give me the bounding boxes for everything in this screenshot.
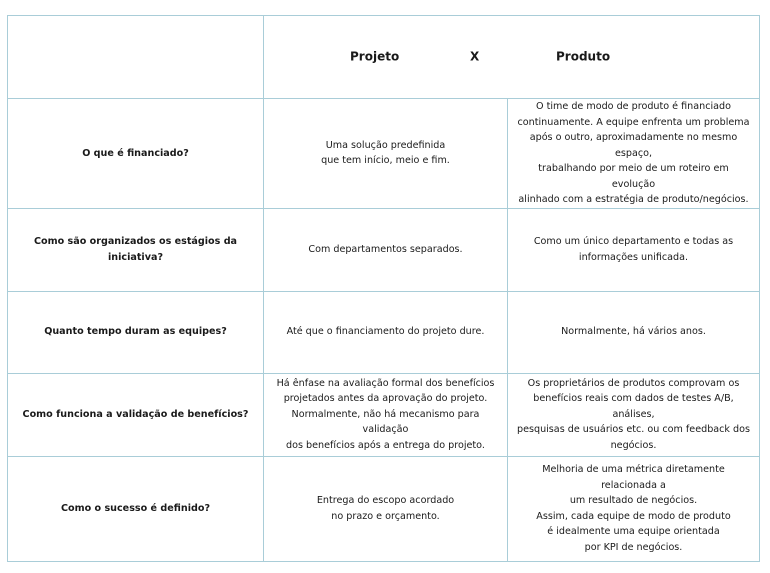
produto-cell <box>508 291 760 373</box>
comparison-table <box>7 15 760 562</box>
produto-line: pesquisas de usuários etc. ou com feedback dos <box>516 424 750 436</box>
produto-line: é idealmente uma equipe orientada <box>547 526 720 537</box>
produto-line: Normalmente, há vários anos. <box>561 326 706 338</box>
projeto-cell <box>264 208 508 291</box>
projeto-cell <box>264 291 508 373</box>
produto-line: por KPI de negócios. <box>584 541 683 553</box>
question-cell: Quanto tempo duram as equipes? <box>8 291 264 373</box>
produto-line: um resultado de negócios. <box>569 495 698 506</box>
projeto-line: Entrega do escopo acordado <box>316 495 455 506</box>
produto-line: continuamente. A equipe enfrenta um problema <box>517 116 750 128</box>
table-row <box>8 291 760 373</box>
produto-line: trabalhando por meio de um roteiro em evolução <box>538 163 729 190</box>
projeto-line: projetados antes da aprovação do projeto. <box>283 393 488 405</box>
projeto-line: Uma solução predefinida <box>325 139 446 151</box>
projeto-line: dos benefícios após a entrega do projeto. <box>286 439 485 451</box>
produto-cell <box>508 373 760 456</box>
projeto-line: que tem início, meio e fim. <box>321 155 450 167</box>
projeto-cell <box>264 373 508 456</box>
produto-line: Os proprietários de produtos comprovam os <box>527 377 740 389</box>
produto-line: benefícios reais com dados de testes A/B, análises, <box>533 393 734 420</box>
projeto-line: Normalmente, não há mecanismo para validação <box>291 408 480 436</box>
produto-cell <box>508 99 760 209</box>
projeto-line: no prazo e orçamento. <box>331 510 440 522</box>
question-cell: Como são organizados os estágios da iniciativa? <box>8 208 264 291</box>
question-cell: Como funciona a validação de benefícios? <box>8 373 264 456</box>
projeto-line: Há ênfase na avaliação formal dos benefícios <box>276 377 495 389</box>
projeto-line: Com departamentos separados. <box>308 243 463 255</box>
header-title-cell <box>264 16 760 99</box>
header-produto: Produto <box>556 49 611 64</box>
projeto-cell <box>264 456 508 561</box>
question-cell: O que é financiado? <box>8 99 264 209</box>
produto-line: Assim, cada equipe de modo de produto <box>536 510 731 522</box>
produto-line: O time de modo de produto é financiado <box>536 101 731 112</box>
table-row <box>8 99 760 209</box>
produto-cell <box>508 456 760 561</box>
produto-cell <box>508 208 760 291</box>
produto-line: informações unificada. <box>578 251 689 263</box>
header-projeto: Projeto <box>350 49 400 64</box>
header-row <box>8 16 760 99</box>
question-cell: Como o sucesso é definido? <box>8 456 264 561</box>
produto-line: após o outro, aproximadamente no mesmo espaço, <box>529 132 738 159</box>
produto-line: Como um único departamento e todas as <box>533 236 734 247</box>
header-vs: X <box>470 49 480 64</box>
table-row <box>8 373 760 456</box>
projeto-cell <box>264 99 508 209</box>
table-row <box>8 208 760 291</box>
header-empty-cell <box>8 16 264 99</box>
table-row <box>8 456 760 561</box>
produto-line: negócios. <box>610 439 657 451</box>
produto-line: alinhado com a estratégia de produto/negócios. <box>518 194 749 205</box>
projeto-line: Até que o financiamento do projeto dure. <box>286 326 485 338</box>
produto-line: Melhoria de uma métrica diretamente relacionada a <box>542 464 725 491</box>
